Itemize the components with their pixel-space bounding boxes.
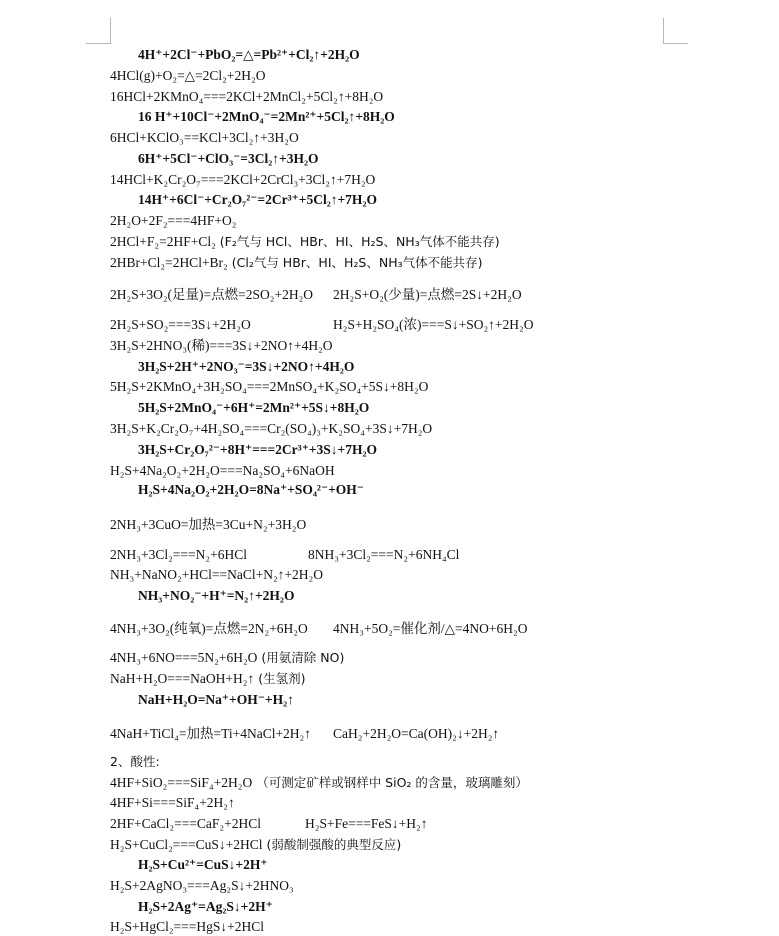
equation-line [138,108,395,126]
equation-text: 3H₂S+2H⁺+2NO₃⁻=3S↓+2NO↑+4H₂O [138,359,355,374]
equation-text: H₂S+Fe===FeS↓+H₂↑ [305,816,428,831]
equation-text: NaH+H₂O===NaOH+H₂↑ [110,671,255,686]
equation-line [110,129,299,147]
equation-line [110,918,264,936]
equation-text: 5H₂S+2MnO₄⁻+6H⁺=2Mn²⁺+5S↓+8H₂O [138,400,370,415]
equation-text: H₂S+4Na₂O₂+2H₂O===Na₂SO₄+6NaOH [110,463,335,478]
equation-line [138,441,377,459]
equation-text: 2NH₃+3CuO=加热=3Cu+N₂+3H₂O [110,517,307,532]
equation-text: 4NH₃+6NO===5N₂+6H₂O [110,650,258,665]
equation-note: (Cl₂气与 HBr、HI、H₂S、NH₃气体不能共存) [227,255,483,270]
equation-line [110,516,306,534]
equation-line [110,233,500,251]
equation-text: 6HCl+KClO₃==KCl+3Cl₂↑+3H₂O [110,130,299,145]
equation-line [110,620,308,638]
equation-note: (弱酸制强酸的典型反应) [262,837,402,852]
equation-line [138,399,369,417]
equation-line [333,725,499,743]
equation-line [305,815,428,833]
equation-text: H₂S+Cu²⁺=CuS↓+2H⁺ [138,857,268,872]
equation-note: (用氨清除 NO) [257,650,345,665]
equation-line [110,337,333,355]
equation-line [110,774,528,792]
equation-text: 16 H⁺+10Cl⁻+2MnO₄⁻=2Mn²⁺+5Cl₂↑+8H₂O [138,109,395,124]
equation-text: 2、酸性: [110,754,160,769]
page-corner-mark-top-right [663,18,688,44]
equation-text: 6H⁺+5Cl⁻+ClO₃⁻=3Cl₂↑+3H₂O [138,151,319,166]
equation-line [110,649,344,667]
equation-text: 16HCl+2KMnO₄===2KCl+2MnCl₂+5Cl₂↑+8H₂O [110,89,384,104]
equation-line [110,171,375,189]
equation-line [138,898,273,916]
equation-line [110,670,305,688]
section-heading [110,753,160,771]
equation-note: (F₂气与 HCl、HBr、HI、H₂S、NH₃气体不能共存) [215,234,500,249]
equation-text: 2H₂O+2F₂===4HF+O₂ [110,213,237,228]
equation-text: 3H₂S+2HNO₃(稀)===3S↓+2NO↑+4H₂O [110,338,333,353]
equation-text: 2HF+CaCl₂===CaF₂+2HCl [110,816,261,831]
equation-text: 4NaH+TiCl₄=加热=Ti+4NaCl+2H₂↑ [110,726,312,741]
equation-line [110,546,247,564]
equation-text: H₂S+H₂SO₄(浓)===S↓+SO₂↑+2H₂O [333,317,534,332]
equation-line [110,877,294,895]
equation-text: CaH₂+2H₂O=Ca(OH)₂↓+2H₂↑ [333,726,500,741]
equation-line [138,46,360,64]
equation-line [138,587,294,605]
equation-text: 8NH₃+3Cl₂===N₂+6NH₄Cl [308,547,460,562]
equation-line [110,212,236,230]
equation-text: NaH+H₂O=Na⁺+OH⁻+H₂↑ [138,692,294,707]
equation-line [110,794,235,812]
equation-line [110,462,335,480]
equation-text: 5H₂S+2KMnO₄+3H₂SO₄===2MnSO₄+K₂SO₄+5S↓+8H₂O [110,379,429,394]
equation-text: 2NH₃+3Cl₂===N₂+6HCl [110,547,247,562]
equation-text: 4HF+SiO₂===SiF₄+2H₂O [110,775,253,790]
equation-line [110,725,311,743]
equation-line [138,150,319,168]
equation-text: 2HBr+Cl₂=2HCl+Br₂ [110,255,228,270]
equation-line [138,481,364,499]
equation-text: H₂S+HgCl₂===HgS↓+2HCl [110,919,265,934]
equation-text: H₂S+CuCl₂===CuS↓+2HCl [110,837,263,852]
equation-line [110,316,251,334]
equation-line [138,191,377,209]
equation-line [110,67,265,85]
equation-line [333,620,527,638]
page-corner-mark-top-left [86,18,111,44]
equation-line [110,815,261,833]
equation-line [333,286,522,304]
equation-text: 2H₂S+O₂(少量)=点燃=2S↓+2H₂O [333,287,522,302]
equation-text: 4H⁺+2Cl⁻+PbO₂=△=Pb²⁺+Cl₂↑+2H₂O [138,47,360,62]
equation-text: NH₃+NaNO₂+HCl==NaCl+N₂↑+2H₂O [110,567,323,582]
equation-line [110,566,323,584]
equation-note: (生氢剂) [254,671,306,686]
equation-text: 4HCl(g)+O₂=△=2Cl₂+2H₂O [110,68,266,83]
equation-line [110,88,383,106]
equation-note: （可测定矿样或钢样中 SiO₂ 的含量，玻璃雕刻） [252,775,528,790]
equation-text: H₂S+2Ag⁺=Ag₂S↓+2H⁺ [138,899,273,914]
equation-text: 14H⁺+6Cl⁻+Cr₂O₇²⁻=2Cr³⁺+5Cl₂↑+7H₂O [138,192,377,207]
equation-text: 4NH₃+5O₂=催化剂/△=4NO+6H₂O [333,621,528,636]
equation-text: 4NH₃+3O₂(纯氧)=点燃=2N₂+6H₂O [110,621,308,636]
equation-text: H₂S+4Na₂O₂+2H₂O=8Na⁺+SO₄²⁻+OH⁻ [138,482,364,497]
equation-line [308,546,459,564]
equation-line [110,254,482,272]
equation-line [110,420,432,438]
equation-line [110,836,401,854]
equation-line [138,358,354,376]
equation-text: 3H₂S+Cr₂O₇²⁻+8H⁺===2Cr³⁺+3S↓+7H₂O [138,442,378,457]
equation-line [138,856,267,874]
equation-line [110,378,428,396]
equation-line [110,286,313,304]
equation-text: 14HCl+K₂Cr₂O₇===2KCl+2CrCl₃+3Cl₂↑+7H₂O [110,172,376,187]
equation-text: 3H₂S+K₂Cr₂O₇+4H₂SO₄===Cr₂(SO₄)₃+K₂SO₄+3S↓+7H₂O [110,421,433,436]
equation-line [333,316,533,334]
equation-line [138,691,294,709]
equation-text: 4HF+Si===SiF₄+2H₂↑ [110,795,235,810]
equation-text: NH₃+NO₂⁻+H⁺=N₂↑+2H₂O [138,588,295,603]
equation-text: H₂S+2AgNO₃===Ag₂S↓+2HNO₃ [110,878,294,893]
equation-text: 2H₂S+3O₂(足量)=点燃=2SO₂+2H₂O [110,287,314,302]
equation-text: 2H₂S+SO₂===3S↓+2H₂O [110,317,251,332]
equation-text: 2HCl+F₂=2HF+Cl₂ [110,234,216,249]
